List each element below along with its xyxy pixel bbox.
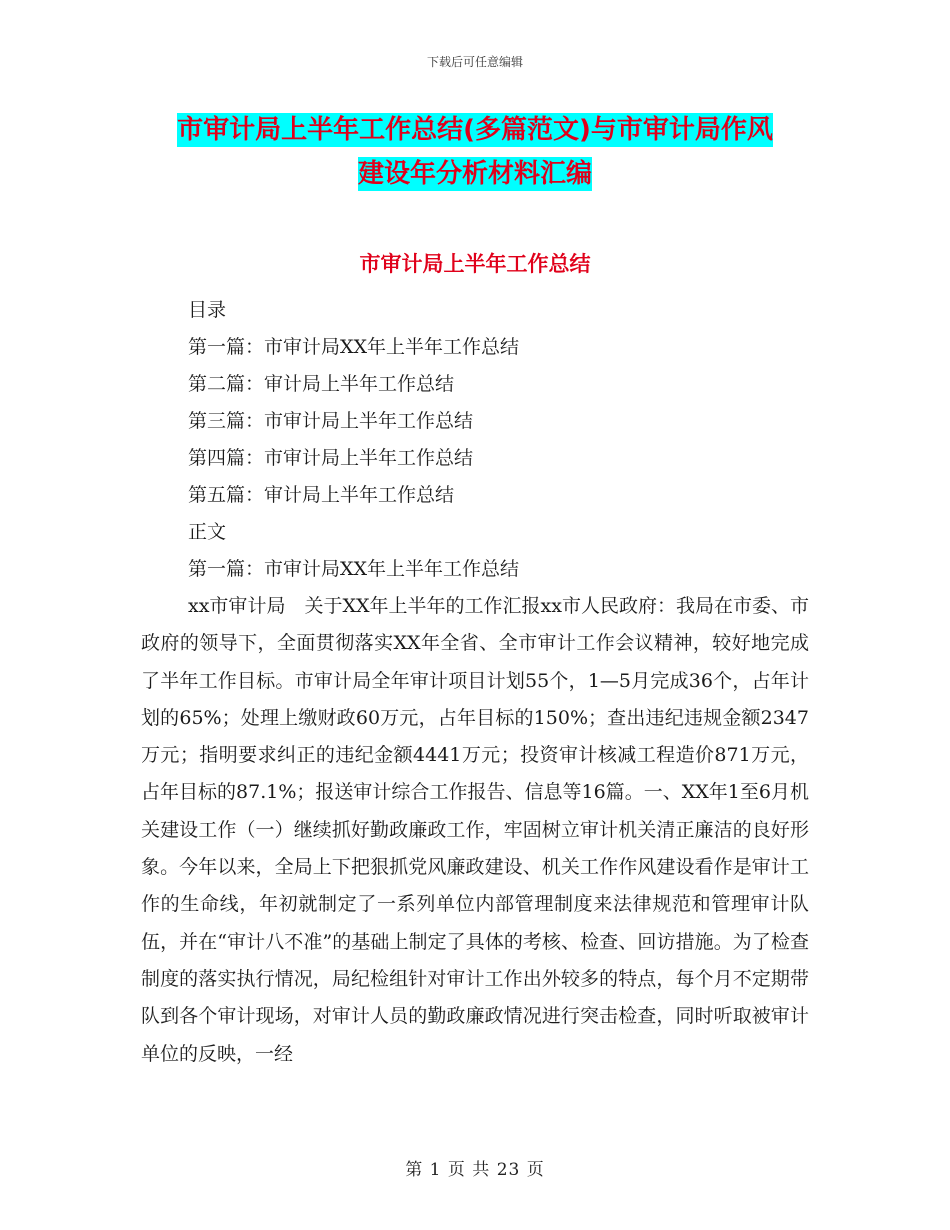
toc-item: 第三篇：市审计局上半年工作总结 [188, 410, 474, 432]
table-of-contents [188, 292, 519, 588]
section-title: 市审计局上半年工作总结 [359, 252, 591, 276]
toc-item: 第五篇：审计局上半年工作总结 [188, 484, 455, 506]
toc-item: 第一篇：市审计局XX年上半年工作总结 [188, 336, 520, 358]
toc-heading: 目录 [188, 299, 227, 321]
toc-item: 第四篇：市审计局上半年工作总结 [188, 447, 474, 469]
toc-item: 第二篇：审计局上半年工作总结 [188, 373, 455, 395]
document-title-text-2: 建设年分析材料汇编 [357, 159, 592, 189]
page-footer-number: 第 1 页 共 23 页 [405, 1160, 545, 1180]
page-header-note: 下载后可任意编辑 [426, 55, 523, 69]
document-title-text-1: 市审计局上半年工作总结(多篇范文)与市审计局作风 [177, 115, 773, 145]
document-title-line-2 [0, 156, 950, 192]
document-title-line-1 [0, 112, 950, 148]
body-heading: 正文 [188, 521, 227, 543]
body-paragraph: xx市审计局 关于XX年上半年的工作汇报xx市人民政府：我局在市委、市政府的领导下，全面贯彻落实XX年全省、全市审计工作会议精神，较好地完成了半年工作目标。市审计局全年审计项目计划55个，1—5月完成36个，占年计划的65%；处理上缴财政60万元，占年目标的150%；查出违纪违规金额2347万元；指明要求纠正的违纪金额4441万元；投资审计核减工程造价871万元，占年目标的87.1%；报送审计综合工作报告、信息等16篇。一、XX年1至6月机关建设工作（一）继续抓好勤政廉政工作，牢固树立审计机关清正廉洁的良好形象。今年以来，全局上下把狠抓党风廉政建设、机关工作作风建设看作是审计工作的生命线，年初就制定了一系列单位内部管理制度来法律规范和管理审计队伍，并在“审计八不准”的基础上制定了具体的考核、检查、回访措施。为了检查制度的落实执行情况，局纪检组针对审计工作出外较多的特点，每个月不定期带队到各个审计现场，对审计人员的勤政廉政情况进行突击检查，同时听取被审计单位的反映，一经 [141, 595, 809, 1065]
chapter-heading: 第一篇：市审计局XX年上半年工作总结 [188, 558, 520, 580]
